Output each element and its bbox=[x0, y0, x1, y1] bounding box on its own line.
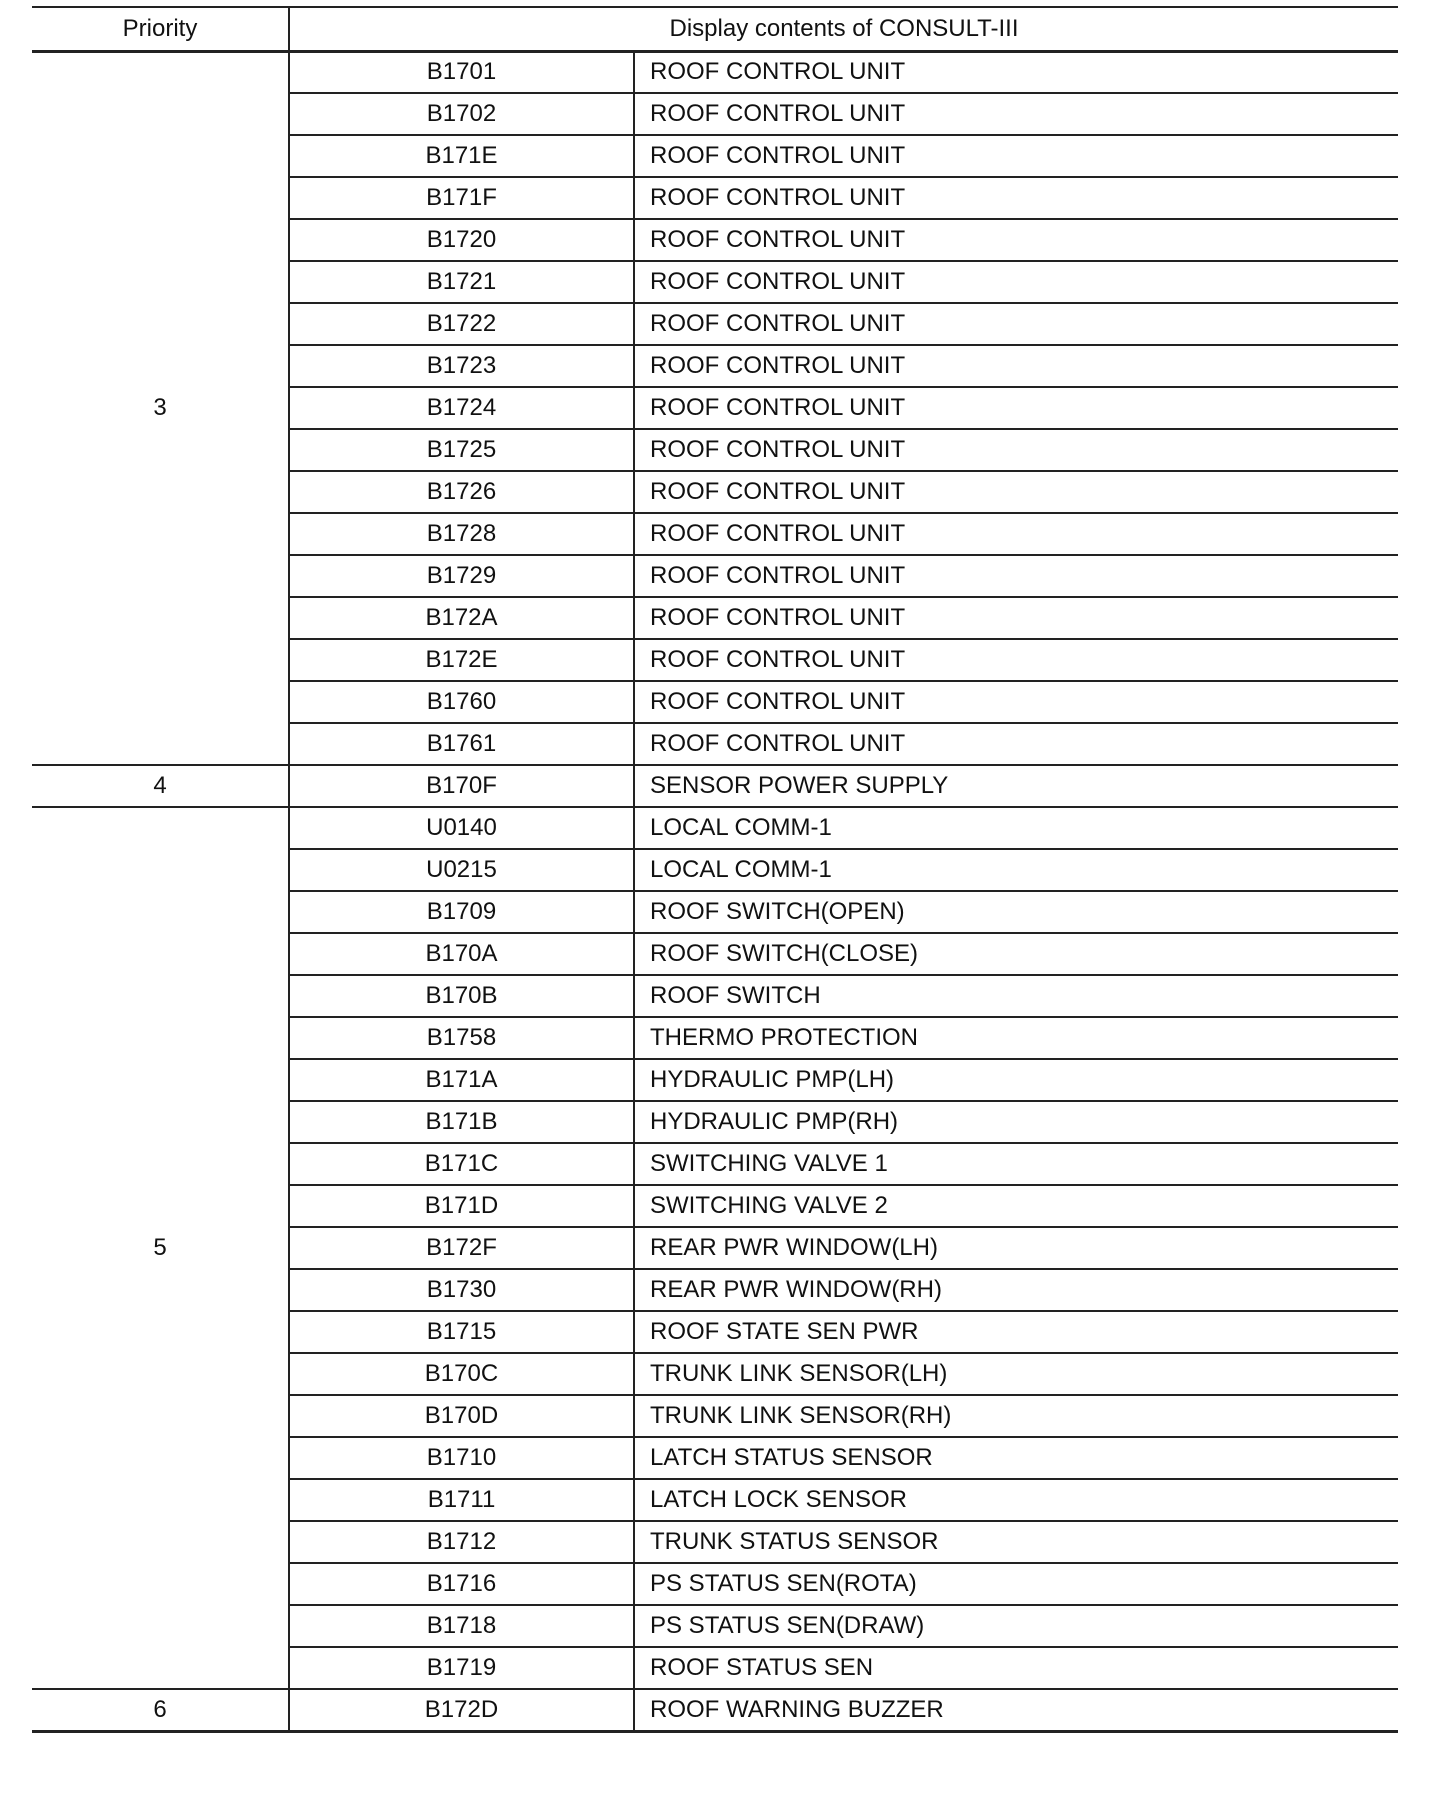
dtc-code-cell: B1723 bbox=[289, 345, 634, 387]
dtc-code-cell: B1712 bbox=[289, 1521, 634, 1563]
dtc-code-cell: B172F bbox=[289, 1227, 634, 1269]
display-content-cell: ROOF CONTROL UNIT bbox=[634, 135, 1398, 177]
display-content-cell: ROOF STATE SEN PWR bbox=[634, 1311, 1398, 1353]
display-content-cell: ROOF CONTROL UNIT bbox=[634, 261, 1398, 303]
table-row bbox=[32, 807, 1398, 849]
dtc-code-cell: B1709 bbox=[289, 891, 634, 933]
display-content-cell: ROOF SWITCH bbox=[634, 975, 1398, 1017]
dtc-code-cell: B171B bbox=[289, 1101, 634, 1143]
dtc-code-cell: B1702 bbox=[289, 93, 634, 135]
dtc-code-cell: B1701 bbox=[289, 51, 634, 93]
display-content-cell: ROOF CONTROL UNIT bbox=[634, 345, 1398, 387]
display-content-cell: ROOF CONTROL UNIT bbox=[634, 639, 1398, 681]
display-content-cell: ROOF CONTROL UNIT bbox=[634, 303, 1398, 345]
display-content-cell: SENSOR POWER SUPPLY bbox=[634, 765, 1398, 807]
dtc-code-cell: B1720 bbox=[289, 219, 634, 261]
display-content-cell: HYDRAULIC PMP(RH) bbox=[634, 1101, 1398, 1143]
dtc-code-cell: B1716 bbox=[289, 1563, 634, 1605]
display-content-cell: ROOF CONTROL UNIT bbox=[634, 723, 1398, 765]
display-content-cell: PS STATUS SEN(ROTA) bbox=[634, 1563, 1398, 1605]
display-content-cell: REAR PWR WINDOW(LH) bbox=[634, 1227, 1398, 1269]
display-content-cell: ROOF CONTROL UNIT bbox=[634, 597, 1398, 639]
dtc-code-cell: B1726 bbox=[289, 471, 634, 513]
display-content-cell: ROOF CONTROL UNIT bbox=[634, 513, 1398, 555]
display-content-cell: LOCAL COMM-1 bbox=[634, 849, 1398, 891]
dtc-code-cell: B171D bbox=[289, 1185, 634, 1227]
priority-cell: 4 bbox=[32, 765, 289, 807]
dtc-code-cell: B170F bbox=[289, 765, 634, 807]
dtc-priority-table bbox=[32, 6, 1398, 1733]
dtc-code-cell: U0140 bbox=[289, 807, 634, 849]
display-content-cell: LATCH STATUS SENSOR bbox=[634, 1437, 1398, 1479]
dtc-code-cell: B1724 bbox=[289, 387, 634, 429]
dtc-code-cell: B1711 bbox=[289, 1479, 634, 1521]
display-content-cell: ROOF CONTROL UNIT bbox=[634, 51, 1398, 93]
display-content-cell: LOCAL COMM-1 bbox=[634, 807, 1398, 849]
dtc-code-cell: B171E bbox=[289, 135, 634, 177]
priority-cell: 5 bbox=[32, 807, 289, 1689]
dtc-code-cell: B1758 bbox=[289, 1017, 634, 1059]
display-content-cell: TRUNK LINK SENSOR(LH) bbox=[634, 1353, 1398, 1395]
dtc-code-cell: B1718 bbox=[289, 1605, 634, 1647]
display-content-cell: LATCH LOCK SENSOR bbox=[634, 1479, 1398, 1521]
display-content-cell: REAR PWR WINDOW(RH) bbox=[634, 1269, 1398, 1311]
display-content-cell: THERMO PROTECTION bbox=[634, 1017, 1398, 1059]
dtc-code-cell: B1760 bbox=[289, 681, 634, 723]
dtc-code-cell: B170A bbox=[289, 933, 634, 975]
display-content-cell: ROOF CONTROL UNIT bbox=[634, 177, 1398, 219]
dtc-code-cell: B170C bbox=[289, 1353, 634, 1395]
priority-cell: 6 bbox=[32, 1689, 289, 1731]
display-contents-column-header: Display contents of CONSULT-III bbox=[289, 7, 1398, 51]
dtc-code-cell: B1722 bbox=[289, 303, 634, 345]
dtc-code-cell: B1725 bbox=[289, 429, 634, 471]
dtc-code-cell: B1728 bbox=[289, 513, 634, 555]
dtc-code-cell: B171C bbox=[289, 1143, 634, 1185]
display-content-cell: ROOF SWITCH(OPEN) bbox=[634, 891, 1398, 933]
display-content-cell: PS STATUS SEN(DRAW) bbox=[634, 1605, 1398, 1647]
dtc-code-cell: B1730 bbox=[289, 1269, 634, 1311]
display-content-cell: ROOF CONTROL UNIT bbox=[634, 471, 1398, 513]
priority-cell: 3 bbox=[32, 51, 289, 765]
dtc-code-cell: B1729 bbox=[289, 555, 634, 597]
display-content-cell: SWITCHING VALVE 1 bbox=[634, 1143, 1398, 1185]
dtc-code-cell: B171F bbox=[289, 177, 634, 219]
dtc-code-cell: B172A bbox=[289, 597, 634, 639]
dtc-code-cell: B172E bbox=[289, 639, 634, 681]
display-content-cell: ROOF CONTROL UNIT bbox=[634, 681, 1398, 723]
display-content-cell: ROOF CONTROL UNIT bbox=[634, 93, 1398, 135]
display-content-cell: ROOF CONTROL UNIT bbox=[634, 555, 1398, 597]
dtc-code-cell: B172D bbox=[289, 1689, 634, 1731]
table-row bbox=[32, 51, 1398, 93]
table-row bbox=[32, 765, 1398, 807]
dtc-code-cell: B1721 bbox=[289, 261, 634, 303]
table-row bbox=[32, 1689, 1398, 1731]
display-content-cell: TRUNK LINK SENSOR(RH) bbox=[634, 1395, 1398, 1437]
dtc-code-cell: B170B bbox=[289, 975, 634, 1017]
display-content-cell: ROOF SWITCH(CLOSE) bbox=[634, 933, 1398, 975]
dtc-code-cell: B1719 bbox=[289, 1647, 634, 1689]
display-content-cell: ROOF WARNING BUZZER bbox=[634, 1689, 1398, 1731]
display-content-cell: ROOF CONTROL UNIT bbox=[634, 219, 1398, 261]
display-content-cell: HYDRAULIC PMP(LH) bbox=[634, 1059, 1398, 1101]
display-content-cell: ROOF STATUS SEN bbox=[634, 1647, 1398, 1689]
display-content-cell: TRUNK STATUS SENSOR bbox=[634, 1521, 1398, 1563]
dtc-code-cell: B171A bbox=[289, 1059, 634, 1101]
display-content-cell: ROOF CONTROL UNIT bbox=[634, 429, 1398, 471]
priority-column-header: Priority bbox=[32, 7, 289, 51]
dtc-code-cell: B170D bbox=[289, 1395, 634, 1437]
dtc-code-cell: U0215 bbox=[289, 849, 634, 891]
table-header-row bbox=[32, 7, 1398, 51]
dtc-code-cell: B1761 bbox=[289, 723, 634, 765]
table-body bbox=[32, 51, 1398, 1731]
display-content-cell: SWITCHING VALVE 2 bbox=[634, 1185, 1398, 1227]
display-content-cell: ROOF CONTROL UNIT bbox=[634, 387, 1398, 429]
dtc-code-cell: B1715 bbox=[289, 1311, 634, 1353]
dtc-code-cell: B1710 bbox=[289, 1437, 634, 1479]
